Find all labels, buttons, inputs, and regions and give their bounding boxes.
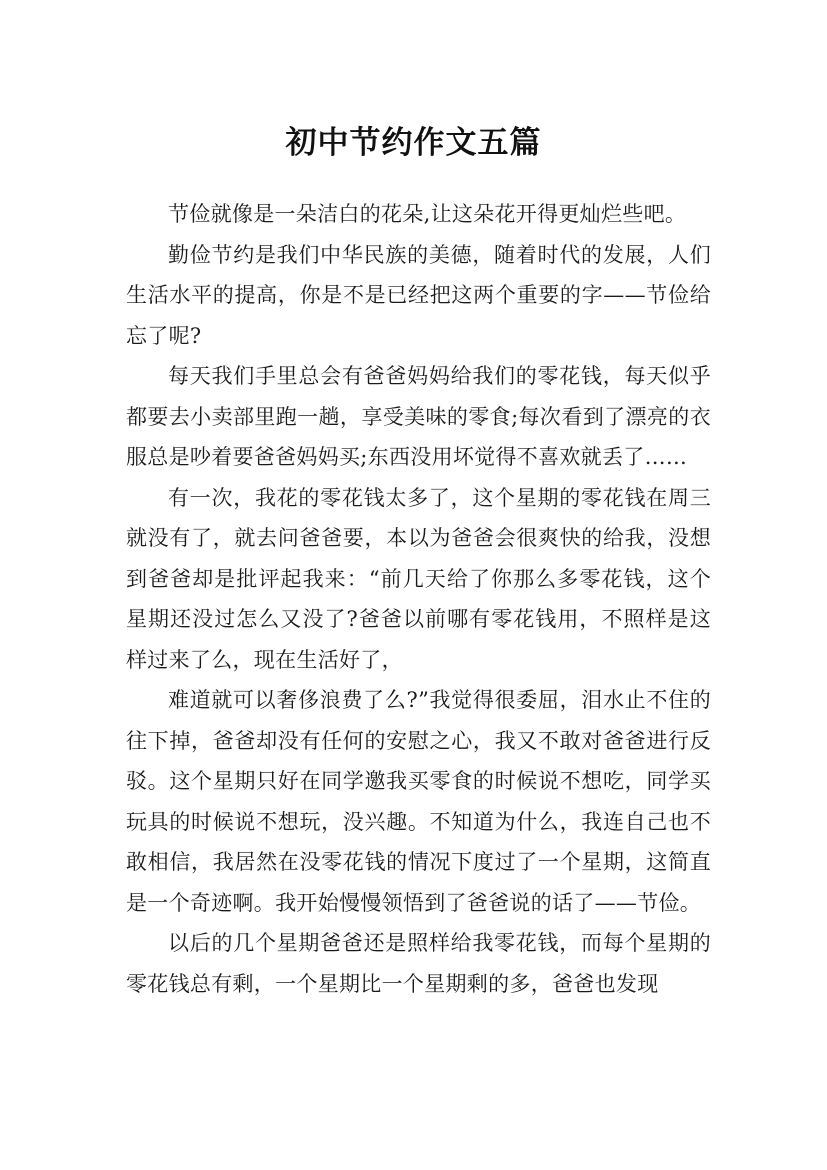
paragraph-5: 难道就可以奢侈浪费了么?”我觉得很委屈，泪水止不住的往下掉，爸爸却没有任何的安慰之心，我又不敢对爸爸进行反驳。这个星期只好在同学邀我买零食的时候说不想吃，同学买玩具的时候说不想玩，没兴趣。不知道为什么，我连自己也不敢相信，我居然在没零花钱的情况下度过了一个星期，这简直是一个奇迹啊。我开始慢慢领悟到了爸爸说的话了——节俭。 [126,688,711,915]
document-title: 初中节约作文五篇 [285,124,542,161]
paragraph-6: 以后的几个星期爸爸还是照样给我零花钱，而每个星期的零花钱总有剩，一个星期比一个星期剩的多，爸爸也发现 [126,931,711,996]
paragraph-2: 勤俭节约是我们中华民族的美德，随着时代的发展，人们生活水平的提高，你是不是已经把这两个重要的字——节俭给忘了呢? [126,242,711,348]
paragraph-4: 有一次，我花的零花钱太多了，这个星期的零花钱在周三就没有了，就去问爸爸要，本以为爸爸会很爽快的给我，没想到爸爸却是批评起我来：“前几天给了你那么多零花钱，这个星期还没过怎么又没了?爸爸以前哪有零花钱用，不照样是这样过来了么，现在生活好了， [126,485,711,672]
document-body [126,194,711,1004]
paragraph-1: 节俭就像是一朵洁白的花朵,让这朵花开得更灿烂些吧。 [168,202,687,226]
paragraph-3: 每天我们手里总会有爸爸妈妈给我们的零花钱，每天似乎都要去小卖部里跑一趟，享受美味的零食;每次看到了漂亮的衣服总是吵着要爸爸妈妈买;东西没用坏觉得不喜欢就丢了…… [126,364,711,469]
